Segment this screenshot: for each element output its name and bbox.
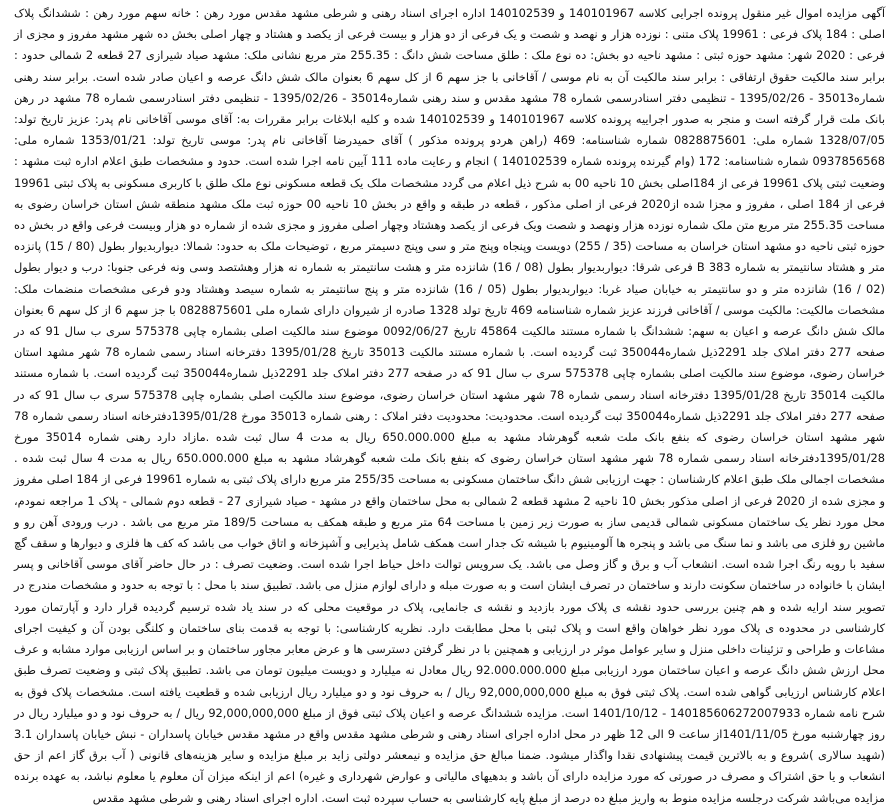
auction-notice-text: آگهی مزایده اموال غیر منقول پرونده اجرایی کلاسه 140101967 و 140102539 اداره اجرای اسناد رهنی و شرطی مشهد مقدس مورد رهن : خانه سهم مورد رهن : ششدانگ پلاک اصلی : 184 پلاک فرعی : 19961 پلاک متنی : نوزده هزار و نهصد و شصت و یک فرعی از دو هزار و بیست فرعی از یکصد و هشتاد و چهار اصلی بخش ده شهر مشهد مفروز و مجزی از فرعی : 2020 شهر: مشهد حوزه ثبتی : مشهد ناحیه دو بخش: ده نوع ملک : طلق مساحت شش دانگ : 255.35 متر مربع نشانی ملک: مشهد صیاد شیرازی 27 قطعه 2 شمالی حدود : برابر سند مالکیت حقوق ارتفاقی : برابر سند مالکیت آن به نام موسی / آقاخانی با جز سهم 6 از کل سهم 6 بعنوان مالک شش دانگ عرصه و اعیان صادر شده است. برابر سند رهنی شماره35013 - 1395/02/26 - تنظیمی دفتر اسنادرسمی شماره 78 مشهد مقدس و سند رهنی شماره35014 - 1395/02/26 - تنظیمی دفتر اسنادرسمی شماره 78 مشهد در رهن بانک ملت قرار گرفته است و منجر به صدور اجراییه پرونده کلاسه 140101967 و 140102539 شده و کلیه ابلاغات برابر مقررات به: آقای موسی آقاخانی نام پدر: عزیز تاریخ تولد: 1328/07/05 شماره ملی: 0828875601 شماره شناسنامه: 469 (راهن هردو پرونده مذکور ) آقای حمیدرضا آقاخانی نام پدر: موسی تاریخ تولد: 1353/01/21 شماره ملی: 0937856568 شماره شناسنامه: 172 (وام گیرنده پرونده شماره 140102539 ) انجام و رعایت ماده 111 آیین نامه اجرا شده است. حدود و مشخصات طبق اعلام اداره ثبت مشهد : وضعیت ثبتی پلاک 19961 فرعی از 184اصلی بخش 10 ناحیه 00 به شرح ذیل اعلام می گردد مشخصات ملک یک قطعه مسکونی نوع ملک طلق با کاربری مسکونی به پلاک ثبتی 19961 فرعی از 184 اصلی ، مفروز و مجزا شده از2020 فرعی از اصلی مذکور ، قطعه در طبقه و واقع در بخش 10 ناحیه 00 حوزه ثبت ملک مشهد منطقه شش استان خراسان رضوی به مساحت 255.35 متر مربع متن ملک شماره نوزده هزار ونهصد و شصت ویک فرعی از یکصد وهشتاد وچهار اصلی مفروز و مجزی شده از شماره دو هزار وبیست فرعی واقع در بخش ده حوزه ثبتی ناحیه دو مشهد استان خراسان به مساحت (35 / 255) دویست وپنجاه وپنج متر و سی وپنج دسیمتر مربع ، توضیحات ملک به حدود: شمالا: دیواربدیوار بطول (80 / 15) پانزده متر و هشتاد سانتیمتر به شماره 383 B فرعی شرقا: دیواربدیوار بطول (08 / 16) شانزده متر و هشت سانتیمتر به شماره نه هزار وهشتصد وسی ونه فرعی جنوبا: درب و دیوار بطول (02 / 16) شانزده متر و دو سانتیمتر به خیابان صیاد غربا: دیواربدیوار بطول (05 / 16) شانزده متر و پنج سانتیمتر به شماره سیصد وهشتاد ودو فرعی مشخصات منضمات ملک: مشخصات مالکیت: مالکیت موسی / آقاخانی فرزند عزیز شماره شناسنامه 469 تاریخ تولد 1328 صادره از شیروان دارای شماره ملی 0828875601 با جز سهم 6 از کل سهم 6 بعنوان مالک شش دانگ عرصه و اعیان به سهم: ششدانگ با شماره مستند مالکیت 45864 تاریخ 0092/06/27 موضوع سند مالکیت اصلی بشماره چاپی 575378 سری ب سال 91 که در صفحه 277 دفتر املاک جلد 2291ذیل شماره350044 ثبت گردیده است. با شماره مستند مالکیت 35013 تاریخ 1395/01/28 دفترخانه اسناد رسمی شماره 78 شهر مشهد استان خراسان رضوی، موضوع سند مالکیت اصلی بشماره چاپی 575378 سری ب سال 91 که در صفحه 277 دفتر املاک جلد 2291ذیل شماره350044 ثبت گردیده است. با شماره مستند مالکیت 35014 تاریخ 1395/01/28 دفترخانه اسناد رسمی شماره 78 شهر مشهد استان خراسان رضوی، موضوع سند مالکیت اصلی بشماره چاپی 575378 سری ب سال 91 که در صفحه 277 دفتر املاک جلد 2291ذیل شماره350044 ثبت گردیده است. محدودیت: محدودیت دفتر املاک : رهنی شماره 35013 مورخ 1395/01/28دفترخانه اسناد رسمی شماره 78 شهر مشهد استان خراسان رضوی که بنفع بانک ملت شعبه گوهرشاد مشهد به مبلغ 650.000.000 ریال به مدت 4 سال ثبت شده .مازاد دارد رهنی شماره 35014 مورخ 1395/01/28دفترخانه اسناد رسمی شماره 78 شهر مشهد استان خراسان رضوی که بنفع بانک ملت شعبه گوهرشاد مشهد به مبلغ 650.000.000 ریال به مدت 4 سال ثبت شده . مشخصات اجمالی ملک طبق اعلام کارشناسان : جهت ارزیابی شش دانگ ساختمان مسکونی به مساحت 255/35 متر مربع دارای پلاک ثبتی به شماره 19961 فرعی از 184 اصلی مفروز و مجزی شده از 2020 فرعی از اصلی مذکور بخش 10 ناحیه 2 مشهد قطعه 2 شمالی به محل ساختمان واقع در مشهد - صیاد شیرازی 27 - قطعه دوم شمالی - پلاک 1 مراجعه نمودم، محل مورد نظر یک ساختمان مسکونی شمالی قدیمی ساز به صورت زیر زمین با مساحت 64 متر مربع و طبقه همکف به مساحت 189/5 متر مربع می باشد . درب ورودی آهن رو و ماشین رو فلزی می باشد و نما سنگ می باشد و پنجره ها آلومینیوم با شیشه تک جدار است همکف شامل پذیرایی و آشپزخانه و اتاق خواب می باشد که کف ها فلزی و دیوارها و سقف گچ سفید با رویه رنگ اجرا شده است. انشعاب آب و برق و گاز وصل می باشد. یک سرویس توالت داخل حیاط اجرا شده است. وضعیت تصرف : در حال حاضر آقای موسی آقاخانی و پسر ایشان با خانواده در ساختمان سکونت دارند و ساختمان در تصرف ایشان است و به صورت مبله و دارای لوازم منزل می باشد. تطبیق سند با محل : با توجه به حدود و مشخصات مندرج در تصویر سند ارایه شده و هم چنین بررسی حدود نقشه ی پلاک مورد بازدید و نقشه ی جانمایی، پلاک در موقعیت محلی که در سند یاد شده ترسیم گردیده قرار دارد و آپارتمان مورد کارشناسی در محدوده ی پلاک مورد نظر خواهان واقع است و پلاک ثبتی با محل مطابقت دارد. نظریه کارشناسی: با توجه به قدمت بنای ساختمان و کلنگی بودن آن و کیفیت اجرای مشاعات و طراحی و تزئینات داخلی منزل و سایر عوامل موثر در ارزیابی و همچنین با در نظر گرفتن دسترسی ها و عرض معابر مجاور ساختمان و بر اساس ارزیابی موارد مشابه و عرف محل ارزش شش دانگ عرصه و اعیان ساختمان مورد ارزیابی مبلغ 92.000.000.000 ریال معادل نه میلیارد و دویست میلیون تومان می باشد. تطبیق پلاک ثبتی و وضعیت تصرف طبق اعلام کارشناس ارزیابی گواهی شده است. پلاک ثبتی فوق به مبلغ 92,000,000,000 ریال / به حروف نود و دو میلیارد ریال ارزیابی شده و قطعیت یافته است. مشخصات پلاک فوق به شرح نامه شماره 140185606272007933 - 1401/10/12 است. مزایده ششدانگ عرصه و اعیان پلاک ثبتی فوق از مبلغ 92,000,000,000 ریال / به حروف نود و دو میلیارد ریال در روز چهارشنبه مورخ 1401/11/05از ساعت 9 الی 12 ظهر در محل اداره اجرای اسناد رهنی و شرطی مشهد مقدس واقع در مشهد مقدس خیابان پاسداران - نبش خیابان پاسداران 3.1 (شهید سالاری )شروع و به بالاترین قیمت پیشنهادی نقدا واگذار میشود. ضمنا مبالغ حق مزایده و نیمعشر دولتی زاید بر مبلغ مزایده و سایر هزینه‌های قانونی ( آب برق گاز اعم از حق انشعاب و یا حق اشتراک و مصرف در صورتی که مورد مزایده دارای آن باشد و بدهیهای مالیاتی و عوارض شهرداری و غیره) اعم از اینکه میزان آن معلوم یا معلوم نباشد، به عهده برنده مزایده می‌باشد شرکت درجلسه مزایده منوط به واریز مبلغ ده درصد از مبلغ پایه کارشناسی به حساب سپرده ثبت است. اداره اجرای اسناد رهنی و شرطی مشهد مقدس <box>14 6 886 805</box>
